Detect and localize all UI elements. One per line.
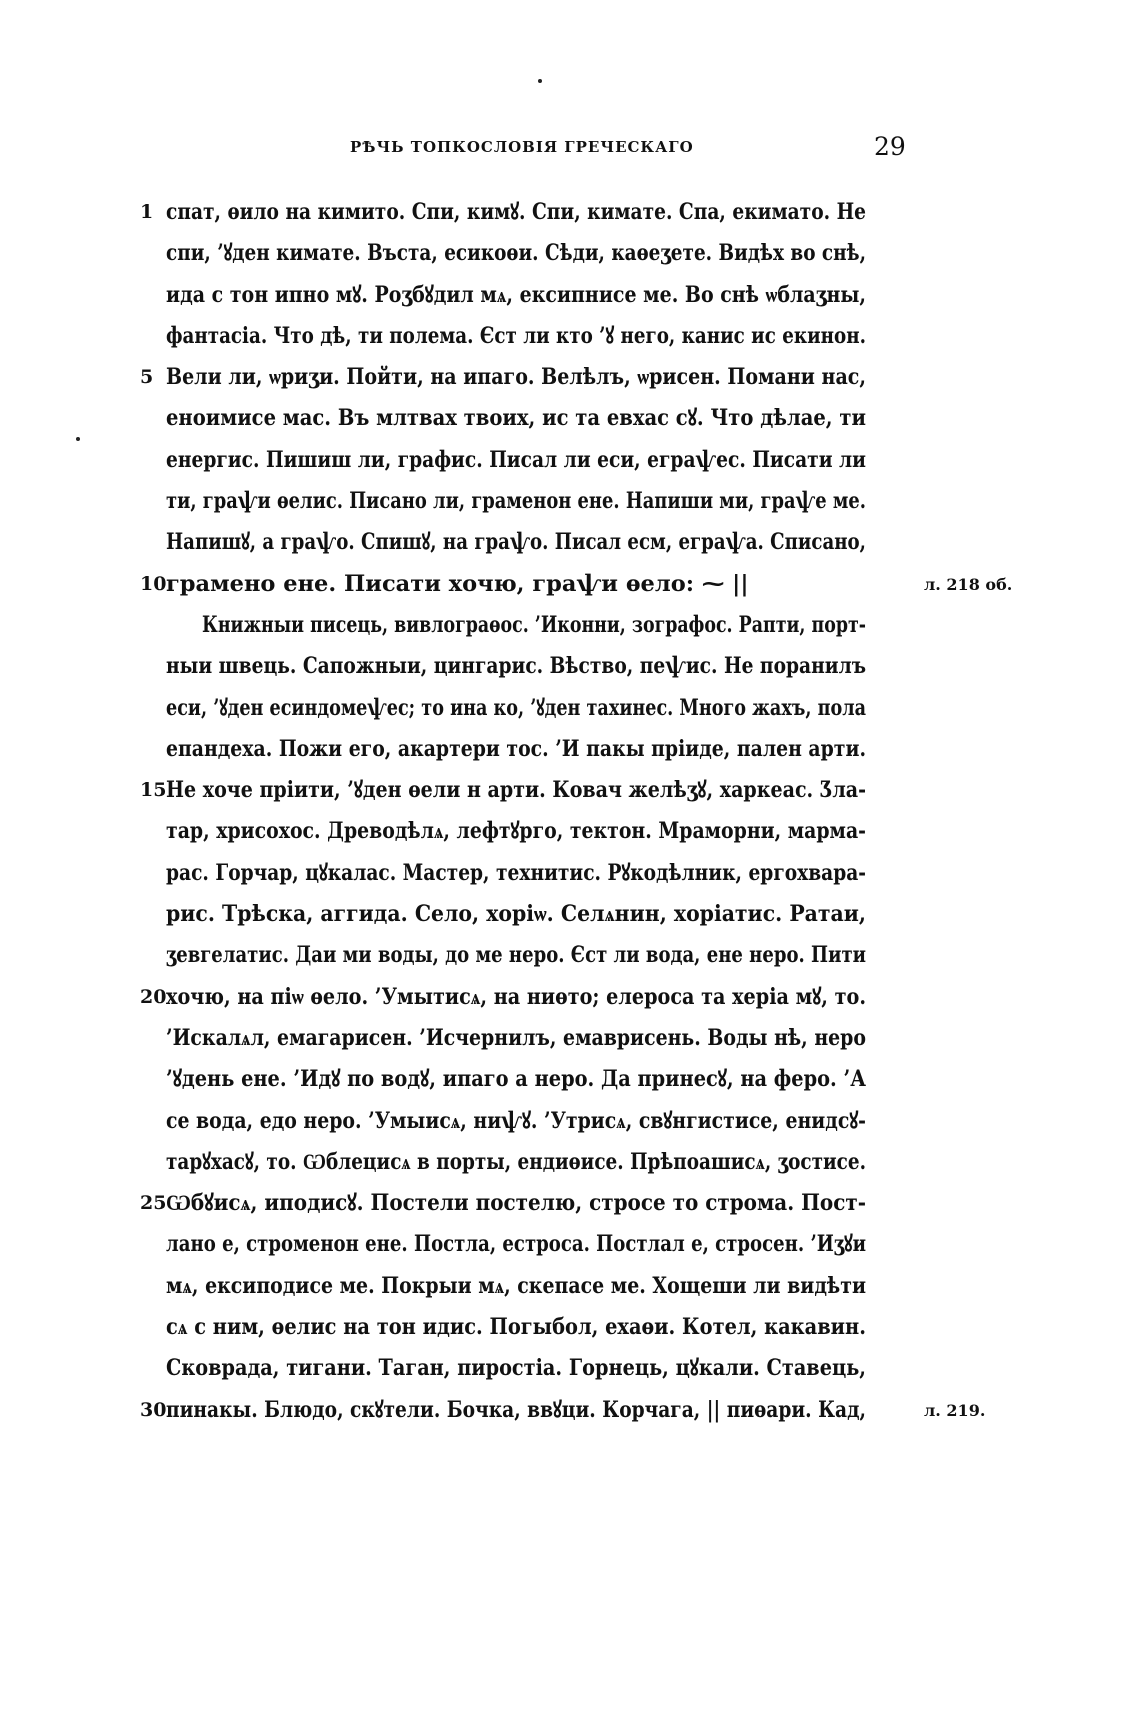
line-text: ти, граѱи ѳелис. Писано ли, граменон ене. Напиши ми, граѱе ме. xyxy=(166,488,866,515)
text-line xyxy=(166,1348,906,1389)
text-line xyxy=(166,811,906,852)
text-line xyxy=(166,398,906,439)
text-line xyxy=(166,1224,906,1265)
line-text: сѧ с ним, ѳелис на тон идис. Погыбол, ехаѳи. Котел, какавин. xyxy=(166,1314,866,1341)
text-line xyxy=(166,1101,906,1142)
text-line xyxy=(140,357,906,398)
line-text: рас. Горчар, цꙋкалас. Мастер, технитис. Рꙋкодѣлник, ергохвара- xyxy=(166,859,866,886)
text-line xyxy=(140,977,906,1018)
line-number: 30 xyxy=(140,1398,167,1421)
text-line xyxy=(166,894,906,935)
line-text: мѧ, ексиподисе ме. Покрыи мѧ, скепасе ме. Хощеши ли видѣти xyxy=(166,1272,866,1299)
print-speck xyxy=(76,437,80,441)
text-line xyxy=(140,192,906,233)
text-line xyxy=(166,481,906,522)
text-line xyxy=(166,1018,906,1059)
line-text: ныи швець. Сапожныи, цингарис. Вѣство, пеѱис. Не поранилъ xyxy=(166,653,866,680)
line-text: Вели ли, ѡриӡи. Пойти, на ипаго. Велѣлъ, ѡрисен. Помани нас, xyxy=(166,364,866,391)
text-line xyxy=(166,1266,906,1307)
text-line xyxy=(166,1142,906,1183)
line-text: се вода, едо неро. ’Умыисѧ, ниѱꙋ. ’Утрисѧ, свꙋнгистисе, енидсꙋ- xyxy=(166,1107,866,1134)
text-line xyxy=(166,605,906,646)
line-number: 5 xyxy=(140,366,154,389)
text-line xyxy=(166,522,906,563)
text-line xyxy=(166,935,906,976)
line-text: Сковрада, тигани. Таган, пиростіа. Горнець, цꙋкали. Ставець, xyxy=(166,1355,866,1382)
line-text: спат, ѳило на кимито. Спи, кимꙋ. Спи, кимате. Спа, екимато. Не xyxy=(166,199,866,225)
line-text: ’ꙋдень ене. ’Идꙋ по водꙋ, ипаго а неро. Да принесꙋ, на феро. ’А xyxy=(166,1066,866,1093)
line-text: Книжныи писець, вивлограѳос. ’Иконни, зографос. Рапти, порт- xyxy=(202,611,866,638)
line-text: еноимисе мас. Въ млтвах твоих, ис та евхас сꙋ. Что дѣлае, ти xyxy=(166,405,866,432)
line-text: пинакы. Блюдо, скꙋтели. Бочка, ввꙋци. Корчага, || пиѳари. Кад, xyxy=(166,1396,866,1423)
running-head: РѢЧЬ ТОПКОСЛОВІЯ ГРЕЧЕСКАГО xyxy=(350,138,694,156)
print-speck xyxy=(538,79,542,83)
text-line xyxy=(166,233,906,274)
line-text: еси, ’ꙋден есиндомеѱес; то ина ко, ’ꙋден тахинес. Много жахъ, пола xyxy=(166,694,866,721)
line-text: тарꙋхасꙋ, то. Ѡблецисѧ в порты, ендиѳисе. Прѣпоашисѧ, ӡостисе. xyxy=(166,1148,866,1175)
margin-note: л. 219. xyxy=(924,1400,986,1420)
page-number: 29 xyxy=(874,132,906,161)
text-line xyxy=(166,646,906,687)
line-number: 10 xyxy=(140,572,167,595)
text-line xyxy=(140,1390,986,1431)
line-text: грамено ене. Писати хочю, граѱи ѳело: ⁓ || xyxy=(166,570,749,597)
text-line xyxy=(140,770,906,811)
text-line xyxy=(166,853,906,894)
body-text xyxy=(140,192,1013,1431)
line-text: хочю, на піѡ ѳело. ’Умытисѧ, на ниѳто; елероса та херіа мꙋ, то. xyxy=(166,983,866,1010)
text-line xyxy=(140,1183,906,1224)
line-text: тар, хрисохос. Древодѣлѧ, лефтꙋрго, тектон. Мраморни, марма- xyxy=(166,818,866,845)
line-text: рис. Трѣска, аггида. Село, хоріѡ. Селѧнин, хоріатис. Ратаи, xyxy=(166,901,866,928)
line-text: Ѡбꙋисѧ, иподисꙋ. Постели постелю, стросе то строма. Пост- xyxy=(166,1190,866,1217)
text-line xyxy=(166,1307,906,1348)
line-text: Не хоче пріити, ’ꙋден ѳели н арти. Ковач желѣӡꙋ, харкеас. Ӡла- xyxy=(166,777,866,804)
line-number: 20 xyxy=(140,985,167,1008)
text-line xyxy=(166,688,906,729)
text-line xyxy=(166,440,906,481)
text-line xyxy=(166,275,906,316)
line-number: 25 xyxy=(140,1192,167,1215)
line-text: енергис. Пишиш ли, графис. Писал ли еси, еграѱес. Писати ли xyxy=(166,446,866,473)
line-number: 15 xyxy=(140,779,167,802)
text-line xyxy=(166,729,906,770)
text-line xyxy=(166,1059,906,1100)
line-text: спи, ’ꙋден кимате. Въста, есикоѳи. Сѣди, каѳеӡете. Видѣх во снѣ, xyxy=(166,240,866,267)
line-text: лано е, строменон ене. Постла, естроса. Постлал е, стросен. ’Иӡꙋи xyxy=(166,1231,866,1258)
line-text: Напишꙋ, а граѱо. Спишꙋ, на граѱо. Писал есм, еграѱа. Списано, xyxy=(166,529,866,556)
line-text: епандеха. Пожи его, акартери тос. ’И пакы пріиде, пален арти. xyxy=(166,735,866,762)
line-text: ида с тон ипно мꙋ. Роӡбꙋдил мѧ, ексипнисе ме. Во снѣ ѡблаӡны, xyxy=(166,281,866,308)
text-line xyxy=(140,564,1013,605)
margin-note: л. 218 об. xyxy=(924,574,1013,594)
line-text: фантасіа. Что дѣ, ти полема. Єст ли кто ’ꙋ него, канис ис екинон. xyxy=(166,322,866,349)
text-line xyxy=(166,316,906,357)
line-text: ӡевгелатис. Даи ми воды, до ме неро. Єст ли вода, ене неро. Пити xyxy=(166,942,866,969)
line-number: 1 xyxy=(140,201,154,223)
line-text: ’Искалѧл, емагарисен. ’Исчернилъ, емаврисень. Воды нѣ, неро xyxy=(166,1024,866,1051)
